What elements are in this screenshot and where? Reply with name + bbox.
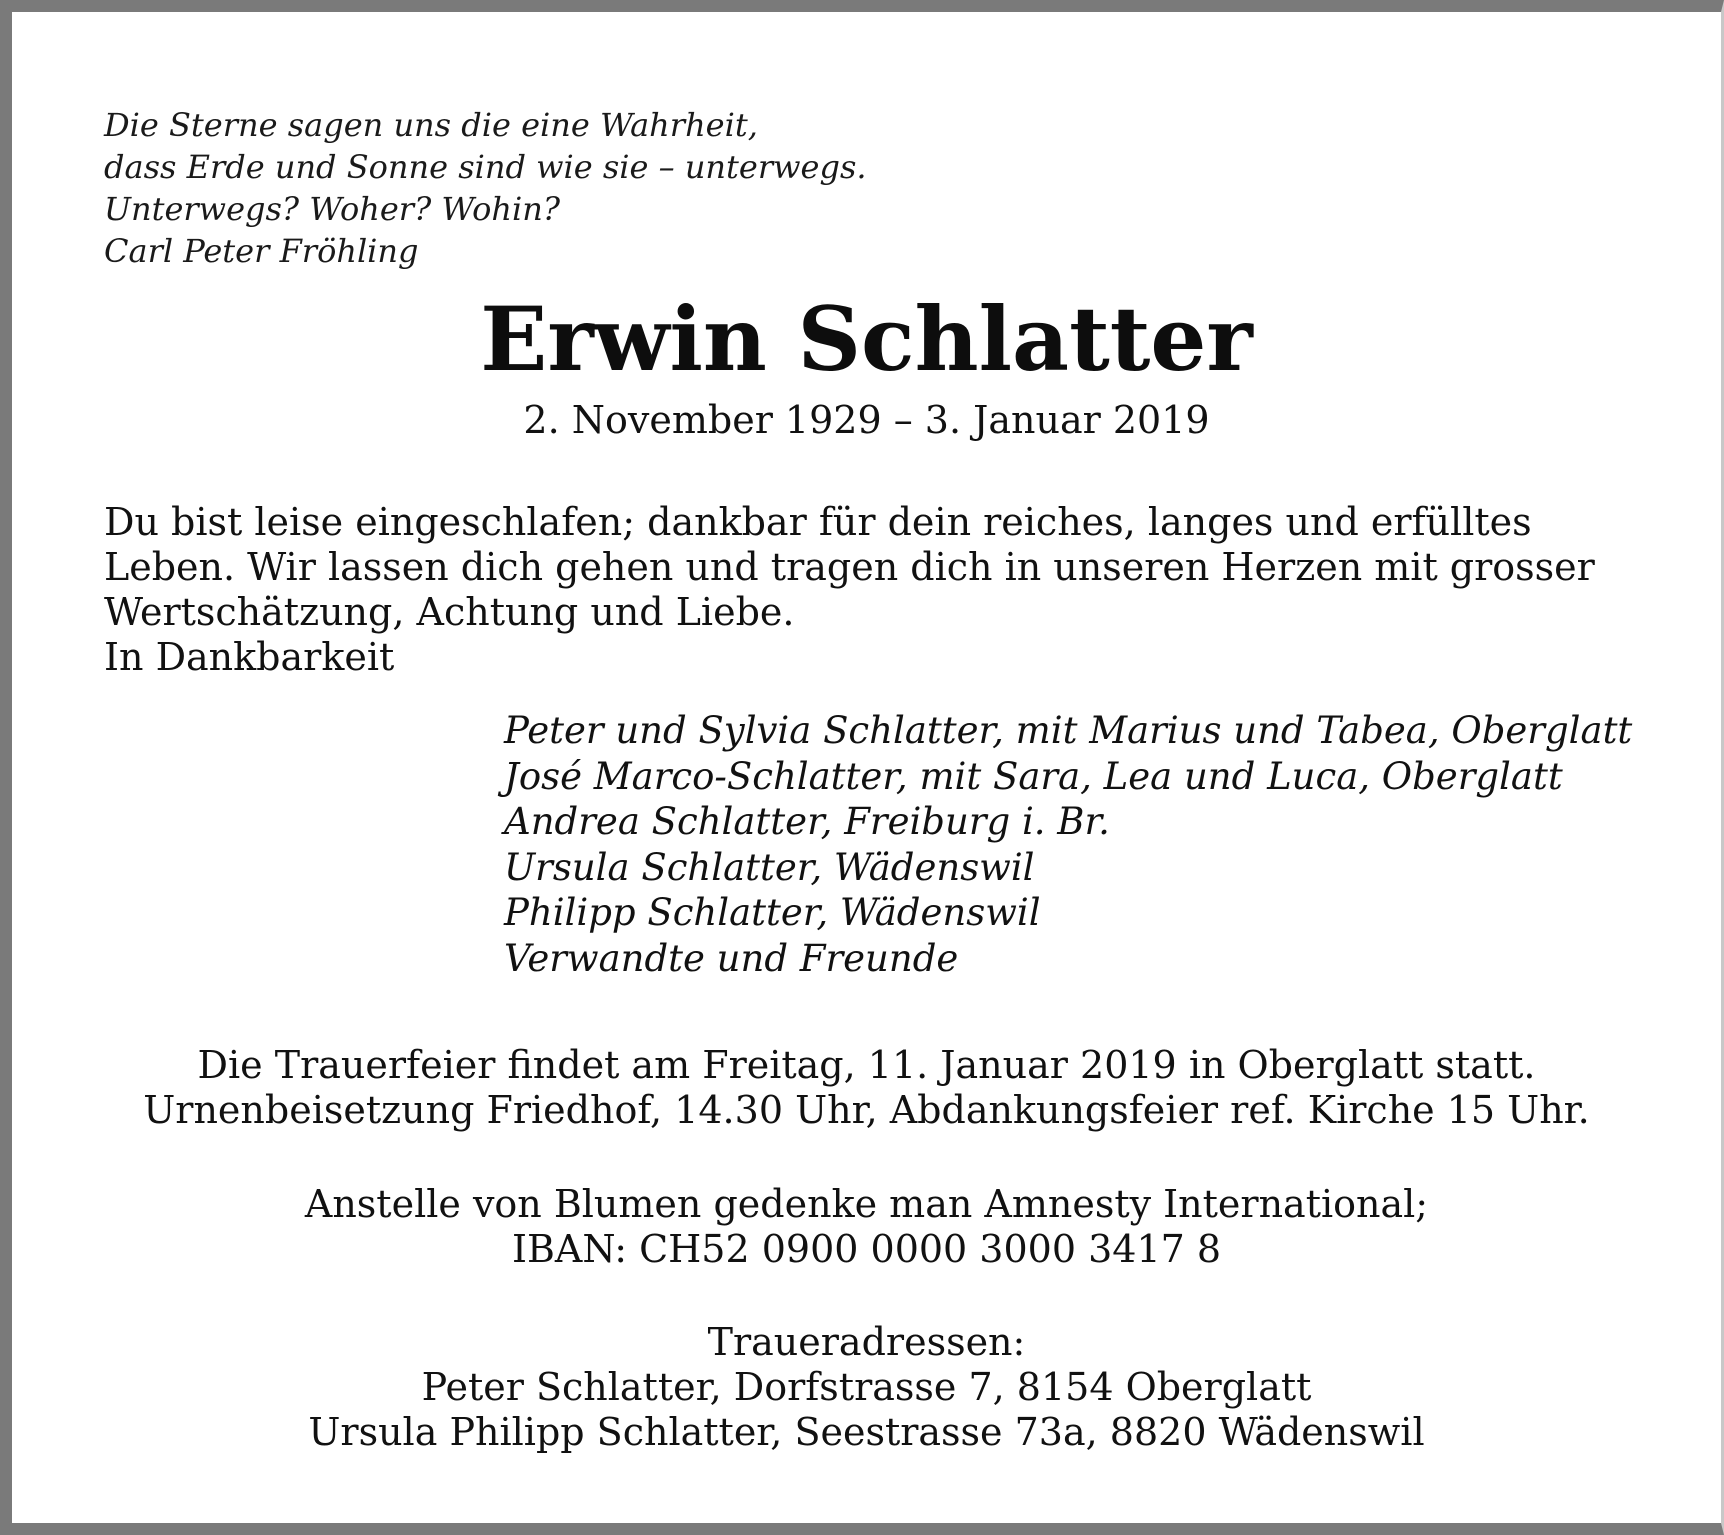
farewell-message xyxy=(104,500,1664,680)
quote-line: Unterwegs? Woher? Wohin? xyxy=(104,190,560,228)
deceased-name: Erwin Schlatter xyxy=(480,287,1253,391)
ceremony-line: Die Trauerfeier findet am Freitag, 11. Januar 2019 in Oberglatt statt. xyxy=(197,1043,1536,1087)
ceremony-line: Urnenbeisetzung Friedhof, 14.30 Uhr, Abdankungsfeier ref. Kirche 15 Uhr. xyxy=(143,1088,1590,1132)
mourner-entry: Andrea Schlatter, Freiburg i. Br. xyxy=(504,800,1110,844)
donation-info xyxy=(12,1182,1721,1272)
iban-line: IBAN: CH52 0900 0000 3000 3417 8 xyxy=(511,1227,1222,1271)
donation-line: Anstelle von Blumen gedenke man Amnesty International; xyxy=(304,1182,1429,1226)
quote-line: dass Erde und Sonne sind wie sie – unterwegs. xyxy=(104,148,867,186)
message-line: Du bist leise eingeschlafen; dankbar für dein reiches, langes und erfülltes xyxy=(104,500,1532,544)
mourner-entry: José Marco-Schlatter, mit Sara, Lea und Luca, Oberglatt xyxy=(504,754,1563,798)
message-line: Leben. Wir lassen dich gehen und tragen dich in unseren Herzen mit grosser xyxy=(104,545,1595,589)
quote-author: Carl Peter Fröhling xyxy=(104,232,419,270)
mourning-addresses xyxy=(12,1320,1721,1455)
address-line: Peter Schlatter, Dorfstrasse 7, 8154 Oberglatt xyxy=(421,1365,1312,1409)
mourner-entry: Verwandte und Freunde xyxy=(504,936,959,980)
mourners-list xyxy=(504,708,1632,982)
address-line: Ursula Philipp Schlatter, Seestrasse 73a, 8820 Wädenswil xyxy=(308,1410,1425,1454)
life-dates: 2. November 1929 – 3. Januar 2019 xyxy=(523,398,1210,442)
message-line: Wertschätzung, Achtung und Liebe. xyxy=(104,590,795,634)
mourner-entry: Peter und Sylvia Schlatter, mit Marius und Tabea, Oberglatt xyxy=(504,709,1633,752)
ceremony-info xyxy=(12,1043,1721,1133)
epigraph-quote xyxy=(104,104,867,272)
message-closing: In Dankbarkeit xyxy=(104,635,395,679)
mourner-entry: Ursula Schlatter, Wädenswil xyxy=(504,845,1035,889)
addresses-heading: Traueradressen: xyxy=(707,1320,1026,1364)
mourner-entry: Philipp Schlatter, Wädenswil xyxy=(504,891,1041,935)
quote-line: Die Sterne sagen uns die eine Wahrheit, xyxy=(104,106,758,144)
